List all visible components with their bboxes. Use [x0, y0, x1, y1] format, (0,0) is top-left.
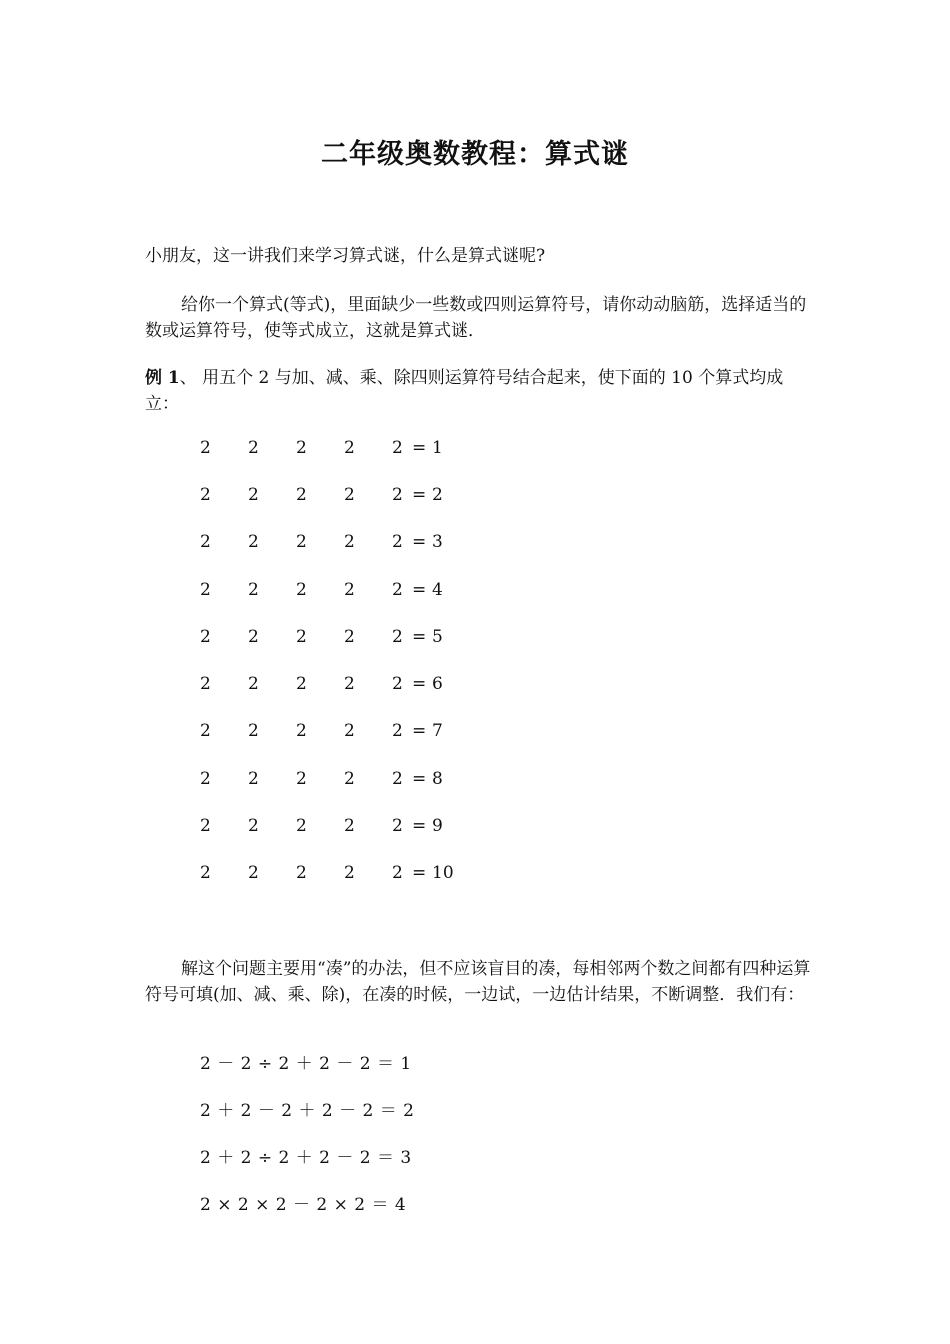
puzzle-result: 6	[432, 674, 443, 694]
puzzle-digit: 2	[296, 816, 307, 836]
puzzle-digit: 2	[200, 627, 211, 647]
puzzle-digit: 2	[296, 532, 307, 552]
puzzle-digit: 2	[344, 532, 355, 552]
example-1-label: 例 1	[145, 368, 180, 388]
equals-sign: =	[412, 532, 427, 552]
equals-sign: =	[412, 627, 427, 647]
puzzle-digit: 2	[248, 721, 259, 741]
puzzle-result: 1	[432, 438, 443, 458]
puzzle-digit: 2	[296, 580, 307, 600]
puzzle-digit: 2	[248, 674, 259, 694]
puzzle-digit: 2	[296, 769, 307, 789]
puzzle-digit: 2	[248, 532, 259, 552]
puzzle-digit: 2	[344, 769, 355, 789]
puzzle-digit: 2	[200, 721, 211, 741]
solution-intro-paragraph: 解这个问题主要用“凑”的办法，但不应该盲目的凑，每相邻两个数之间都有四种运算符号可填(加、减、乘、除)，在凑的时候，一边试，一边估计结果，不断调整．我们有：	[145, 959, 811, 1005]
puzzle-digit: 2	[344, 816, 355, 836]
puzzle-digit: 2	[200, 816, 211, 836]
puzzle-digit: 2	[392, 485, 403, 505]
equals-sign: =	[412, 863, 427, 883]
puzzle-digit: 2	[344, 438, 355, 458]
puzzle-digit: 2	[392, 674, 403, 694]
equals-sign: =	[412, 816, 427, 836]
puzzle-digit: 2	[392, 532, 403, 552]
puzzle-digit: 2	[296, 627, 307, 647]
puzzle-digit: 2	[344, 863, 355, 883]
puzzle-digit: 2	[296, 438, 307, 458]
example-1-paragraph	[145, 365, 813, 417]
puzzle-digit: 2	[296, 721, 307, 741]
puzzle-digit: 2	[392, 863, 403, 883]
equals-sign: =	[412, 674, 427, 694]
equals-sign: =	[412, 721, 427, 741]
puzzle-digit: 2	[296, 674, 307, 694]
puzzle-digit: 2	[392, 769, 403, 789]
puzzle-digit: 2	[200, 438, 211, 458]
equals-sign: =	[412, 485, 427, 505]
puzzle-digit: 2	[296, 863, 307, 883]
puzzle-digit: 2	[344, 485, 355, 505]
puzzle-digit: 2	[392, 438, 403, 458]
puzzle-digit: 2	[248, 580, 259, 600]
puzzle-digit: 2	[200, 674, 211, 694]
puzzle-digit: 2	[344, 721, 355, 741]
puzzle-digit: 2	[248, 485, 259, 505]
puzzle-digit: 2	[248, 863, 259, 883]
puzzle-result: 9	[432, 816, 443, 836]
puzzle-digit: 2	[248, 627, 259, 647]
puzzle-result: 8	[432, 769, 443, 789]
puzzle-result: 2	[432, 485, 443, 505]
equals-sign: =	[412, 438, 427, 458]
puzzle-digit: 2	[392, 627, 403, 647]
puzzle-result: 3	[432, 532, 443, 552]
puzzle-digit: 2	[392, 816, 403, 836]
puzzle-digit: 2	[344, 580, 355, 600]
puzzle-digit: 2	[392, 580, 403, 600]
solution-equation: 2 － 2 ÷ 2 ＋ 2 － 2 ＝ 1	[200, 1054, 412, 1074]
puzzle-digit: 2	[200, 580, 211, 600]
puzzle-digit: 2	[392, 721, 403, 741]
puzzle-digit: 2	[200, 485, 211, 505]
puzzle-result: 4	[432, 580, 443, 600]
definition-paragraph: 给你一个算式(等式)，里面缺少一些数或四则运算符号，请你动动脑筋，选择适当的数或运算符号，使等式成立，这就是算式谜．	[145, 295, 807, 341]
puzzle-result: 5	[432, 627, 443, 647]
puzzle-digit: 2	[248, 438, 259, 458]
puzzle-digit: 2	[344, 627, 355, 647]
solution-equation: 2 ＋ 2 － 2 ＋ 2 － 2 ＝ 2	[200, 1101, 415, 1121]
puzzle-digit: 2	[200, 863, 211, 883]
page-title: 二年级奥数教程：算式谜	[321, 139, 629, 170]
puzzle-result: 7	[432, 721, 443, 741]
puzzle-digit: 2	[248, 816, 259, 836]
example-1-text: 、 用五个 2 与加、减、乘、除四则运算符号结合起来，使下面的 10 个算式均成立：	[145, 368, 784, 414]
puzzle-digit: 2	[200, 532, 211, 552]
puzzle-digit: 2	[344, 674, 355, 694]
solution-equation: 2 ＋ 2 ÷ 2 ＋ 2 － 2 ＝ 3	[200, 1148, 412, 1168]
equals-sign: =	[412, 769, 427, 789]
puzzle-digit: 2	[296, 485, 307, 505]
puzzle-digit: 2	[248, 769, 259, 789]
intro-paragraph: 小朋友，这一讲我们来学习算式谜，什么是算式谜呢?	[145, 246, 546, 266]
puzzle-result: 10	[432, 863, 454, 883]
solution-equation: 2 × 2 × 2 － 2 × 2 ＝ 4	[200, 1195, 407, 1215]
equals-sign: =	[412, 580, 427, 600]
puzzle-digit: 2	[200, 769, 211, 789]
